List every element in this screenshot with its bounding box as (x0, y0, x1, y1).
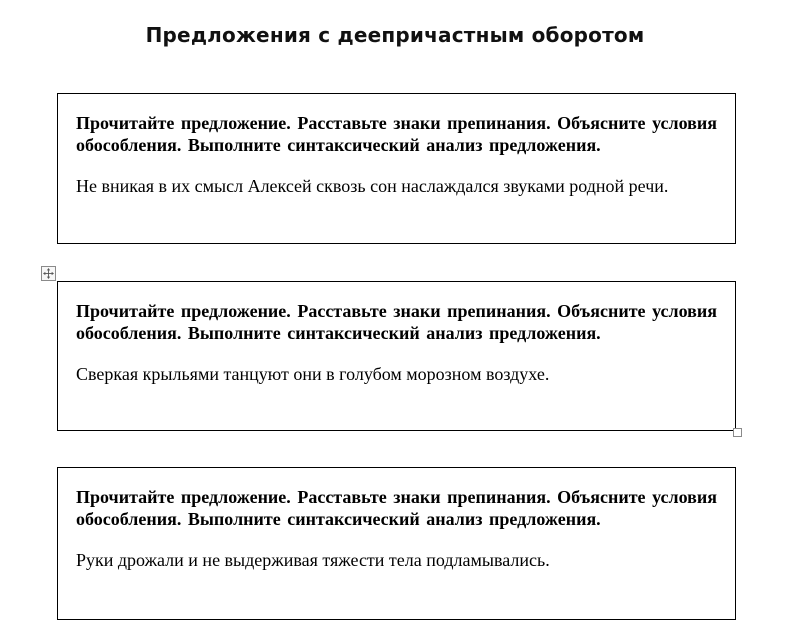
move-cross-icon (43, 268, 54, 279)
task-table-1[interactable] (57, 93, 736, 244)
task-1-sentence[interactable]: Не вникая в их смысл Алексей сквозь сон наслаждался звуками родной речи. (76, 176, 669, 196)
task-table-3[interactable] (57, 467, 736, 620)
table-resize-handle[interactable] (733, 428, 742, 437)
task-2-instruction[interactable]: Прочитайте предложение. Расставьте знаки препинания. Объясните условия обособления. Выполните синтаксический анализ предложения. (76, 301, 717, 343)
page-title[interactable]: Предложения с деепричастным оборотом (145, 23, 645, 47)
task-table-2[interactable] (57, 281, 736, 431)
task-3-sentence[interactable]: Руки дрожали и не выдерживая тяжести тела подламывались. (76, 550, 550, 570)
table-move-handle[interactable] (41, 266, 56, 281)
task-1-instruction[interactable]: Прочитайте предложение. Расставьте знаки препинания. Объясните условия обособления. Выполните синтаксический анализ предложения. (76, 113, 717, 155)
task-3-instruction[interactable]: Прочитайте предложение. Расставьте знаки препинания. Объясните условия обособления. Выполните синтаксический анализ предложения. (76, 487, 717, 529)
task-2-sentence[interactable]: Сверкая крыльями танцуют они в голубом морозном воздухе. (76, 364, 550, 384)
